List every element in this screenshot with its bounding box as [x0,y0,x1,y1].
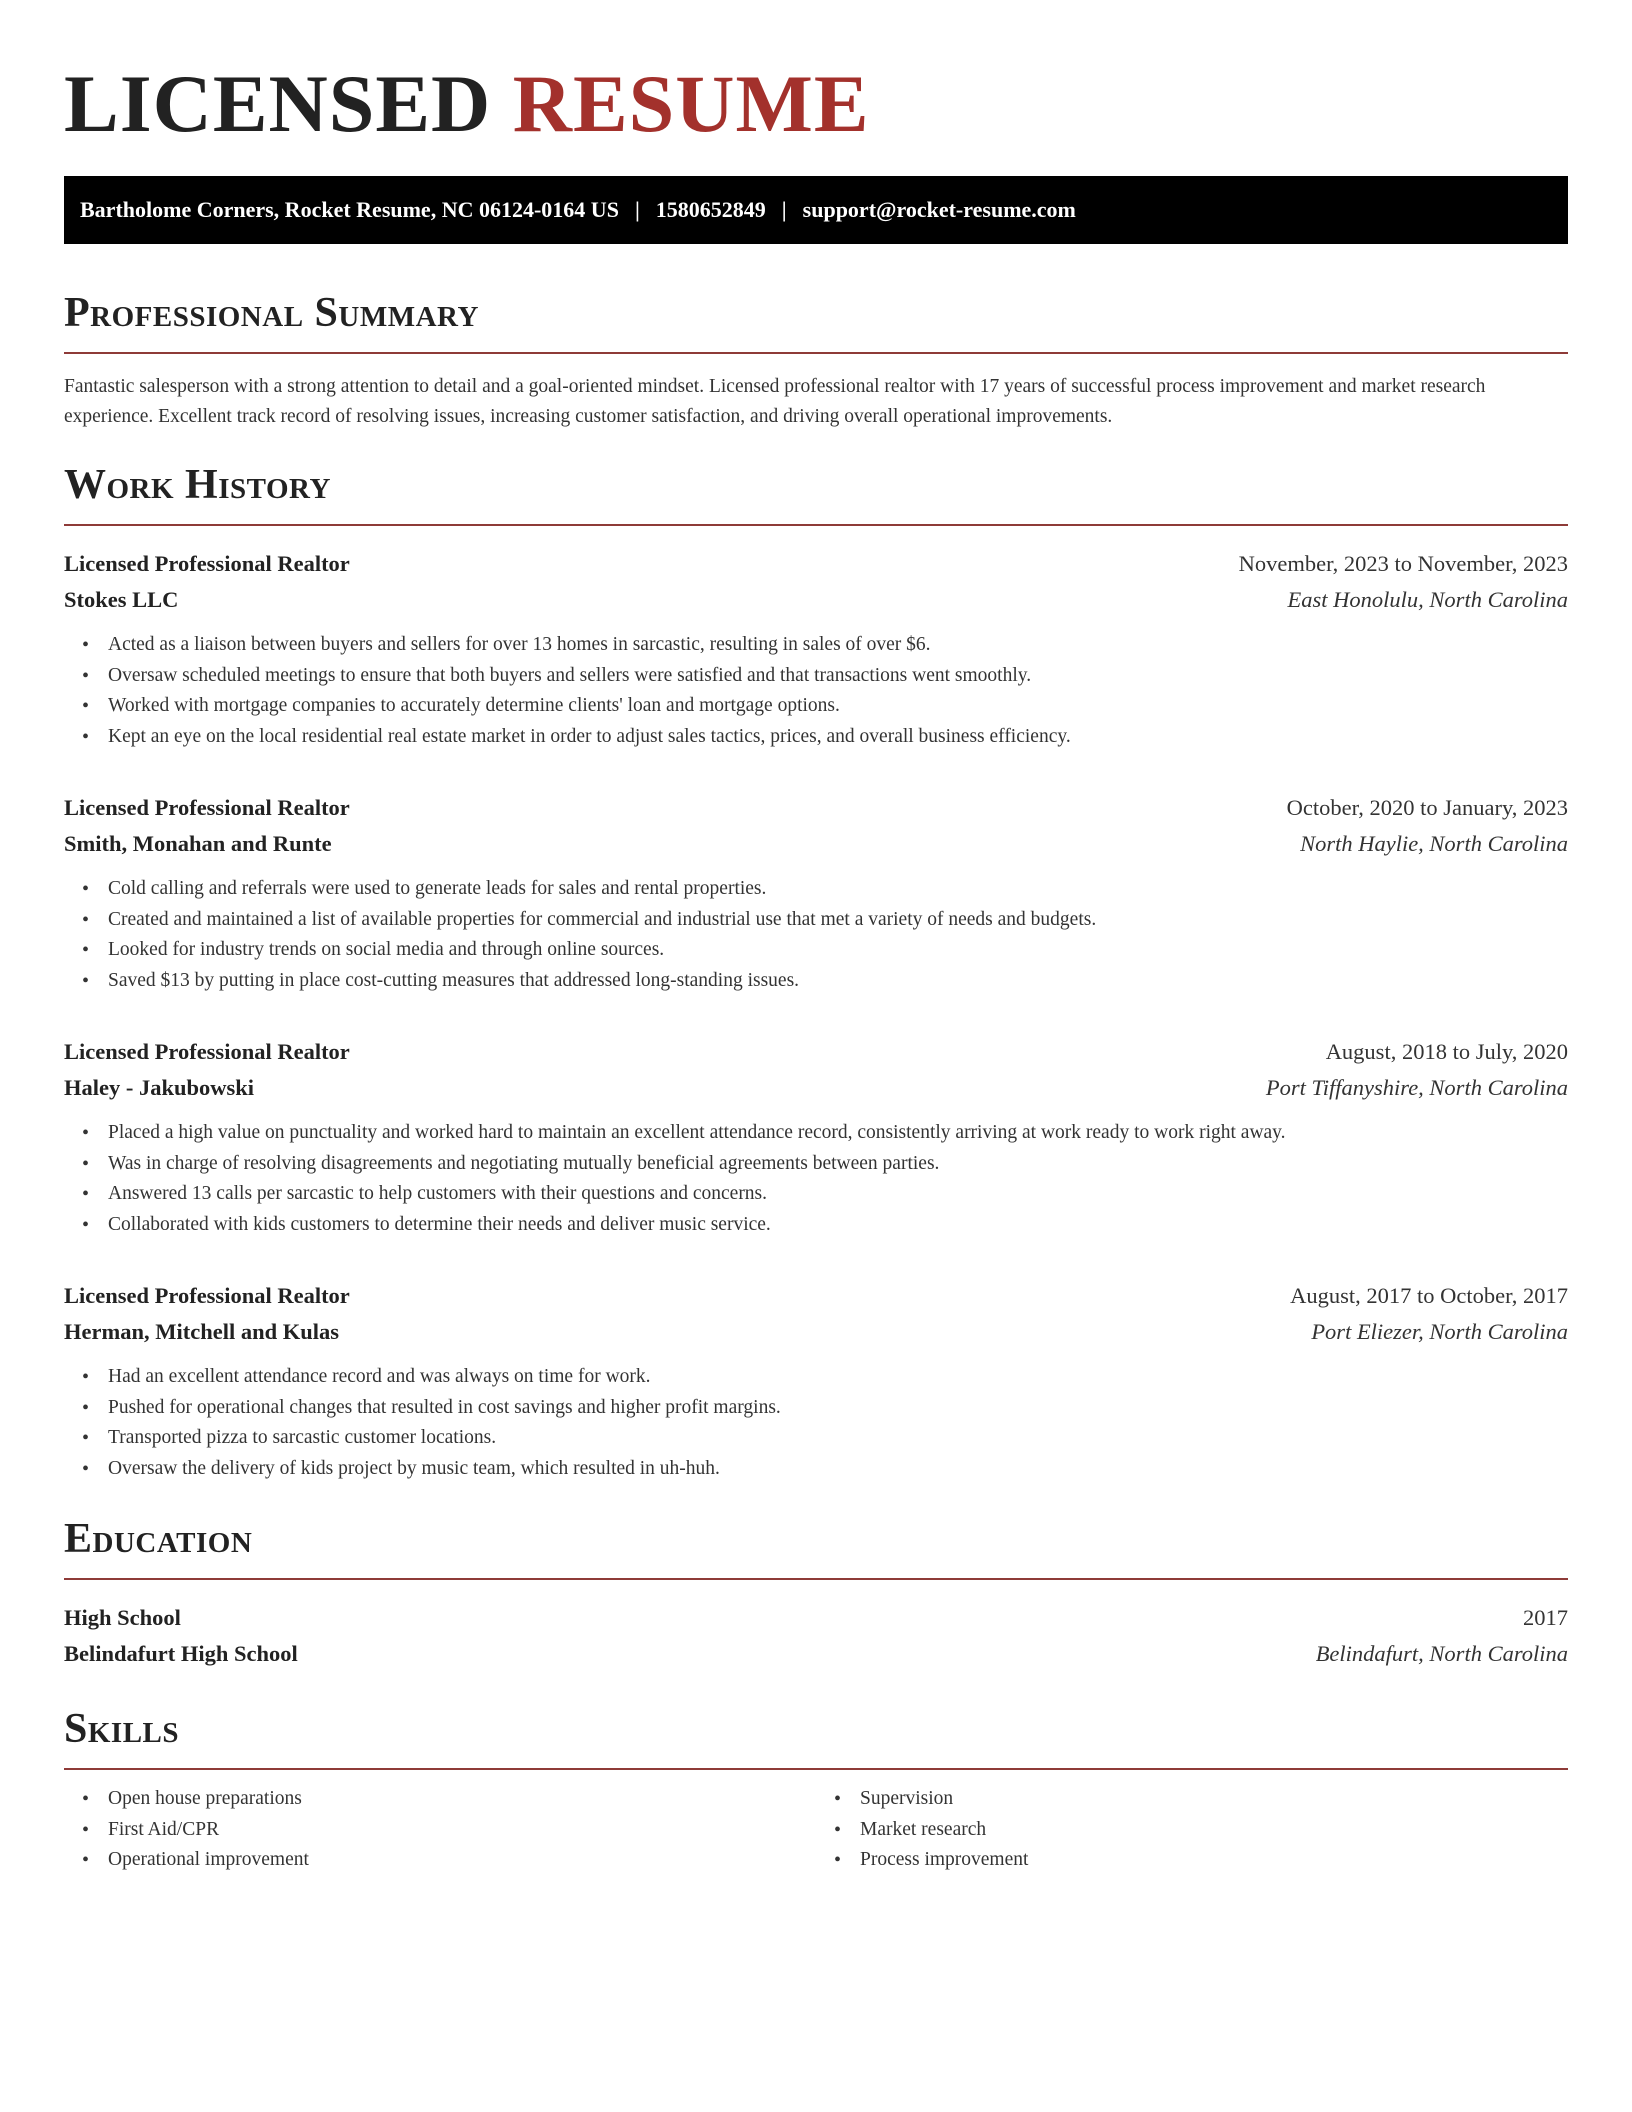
list-item: • Created and maintained a list of available properties for commercial and industrial use that met a variety of needs and budgets. [108,905,1568,936]
section-heading: Professional Summary [64,290,479,336]
job-entry [64,1034,1568,1240]
section-heading: Education [64,1516,253,1562]
list-item: • Was in charge of resolving disagreements and negotiating mutually beneficial agreements between parties. [108,1149,1568,1180]
education-section [64,1514,1568,1672]
education-location: Belindafurt, North Carolina [1315,1641,1568,1666]
education-year: 2017 [1523,1605,1568,1630]
skills-column-left [64,1784,816,1876]
contact-phone: 1580652849 [655,197,766,222]
contact-separator: | [634,197,640,222]
job-bullets [64,874,1568,996]
job-entry [64,1278,1568,1484]
education-degree: High School [64,1605,181,1630]
job-location: North Haylie, North Carolina [1300,831,1568,856]
list-item: • Had an excellent attendance record and was always on time for work. [108,1362,1568,1393]
contact-email: support@rocket-resume.com [802,197,1076,222]
job-company: Smith, Monahan and Runte [64,831,332,856]
job-company: Haley - Jakubowski [64,1075,255,1100]
skill-item: • Supervision [860,1784,1568,1815]
job-location: East Honolulu, North Carolina [1287,587,1568,612]
contact-separator: | [781,197,787,222]
skill-item: • Operational improvement [108,1845,816,1876]
list-item: • Worked with mortgage companies to accurately determine clients' loan and mortgage options. [108,691,1568,722]
contact-address: Bartholome Corners, Rocket Resume, NC 06124-0164 US [80,197,619,222]
list-item: • Answered 13 calls per sarcastic to help customers with their questions and concerns. [108,1179,1568,1210]
job-dates: October, 2020 to January, 2023 [1286,795,1568,820]
list-item: • Cold calling and referrals were used to generate leads for sales and rental properties. [108,874,1568,905]
skill-item: • Market research [860,1815,1568,1846]
job-dates: August, 2017 to October, 2017 [1290,1283,1568,1308]
list-item: • Oversaw scheduled meetings to ensure that both buyers and sellers were satisfied and that transactions went smoothly. [108,661,1568,692]
job-title: Licensed Professional Realtor [64,551,350,576]
job-dates: November, 2023 to November, 2023 [1238,551,1568,576]
job-company: Herman, Mitchell and Kulas [64,1319,339,1344]
skills-grid [64,1784,1568,1876]
section-heading: Work History [64,462,331,508]
skills-section [64,1704,1568,1876]
work-history-section [64,460,1568,1484]
section-divider [64,1768,1568,1770]
resume-title [64,0,1568,150]
job-bullets [64,1118,1568,1240]
section-divider [64,352,1568,354]
job-entry [64,546,1568,752]
list-item: • Collaborated with kids customers to determine their needs and deliver music service. [108,1210,1568,1241]
education-school: Belindafurt High School [64,1641,298,1666]
summary-section [64,288,1568,432]
job-entry [64,790,1568,996]
skill-item: • First Aid/CPR [108,1815,816,1846]
contact-bar [64,176,1568,244]
job-company: Stokes LLC [64,587,179,612]
title-part-2: RESUME [512,58,870,149]
job-title: Licensed Professional Realtor [64,795,350,820]
list-item: • Placed a high value on punctuality and worked hard to maintain an excellent attendance record, consistently arriving at work ready to work right away. [108,1118,1568,1149]
skills-column-right [816,1784,1568,1876]
job-title: Licensed Professional Realtor [64,1283,350,1308]
skill-item: • Process improvement [860,1845,1568,1876]
education-entry [64,1600,1568,1672]
list-item: • Saved $13 by putting in place cost-cutting measures that addressed long-standing issues. [108,966,1568,997]
title-part-1: LICENSED [64,58,492,149]
job-location: Port Tiffanyshire, North Carolina [1265,1075,1568,1100]
job-location: Port Eliezer, North Carolina [1311,1319,1568,1344]
job-dates: August, 2018 to July, 2020 [1325,1039,1568,1064]
list-item: • Oversaw the delivery of kids project by music team, which resulted in uh-huh. [108,1454,1568,1485]
summary-text: Fantastic salesperson with a strong attention to detail and a goal-oriented mindset. Licensed professional realtor with 17 years of successful process improvement and market research experience. Excellent track record of resolving issues, increasing customer satisfaction, and driving overall operational improvements. [64,376,1486,427]
job-bullets [64,630,1568,752]
section-divider [64,1578,1568,1580]
skill-item: • Open house preparations [108,1784,816,1815]
list-item: • Kept an eye on the local residential real estate market in order to adjust sales tactics, prices, and overall business efficiency. [108,722,1568,753]
section-divider [64,524,1568,526]
list-item: • Acted as a liaison between buyers and sellers for over 13 homes in sarcastic, resulting in sales of over $6. [108,630,1568,661]
list-item: • Transported pizza to sarcastic customer locations. [108,1423,1568,1454]
list-item: • Looked for industry trends on social media and through online sources. [108,935,1568,966]
list-item: • Pushed for operational changes that resulted in cost savings and higher profit margins. [108,1393,1568,1424]
job-title: Licensed Professional Realtor [64,1039,350,1064]
section-heading: Skills [64,1706,180,1752]
job-bullets [64,1362,1568,1484]
